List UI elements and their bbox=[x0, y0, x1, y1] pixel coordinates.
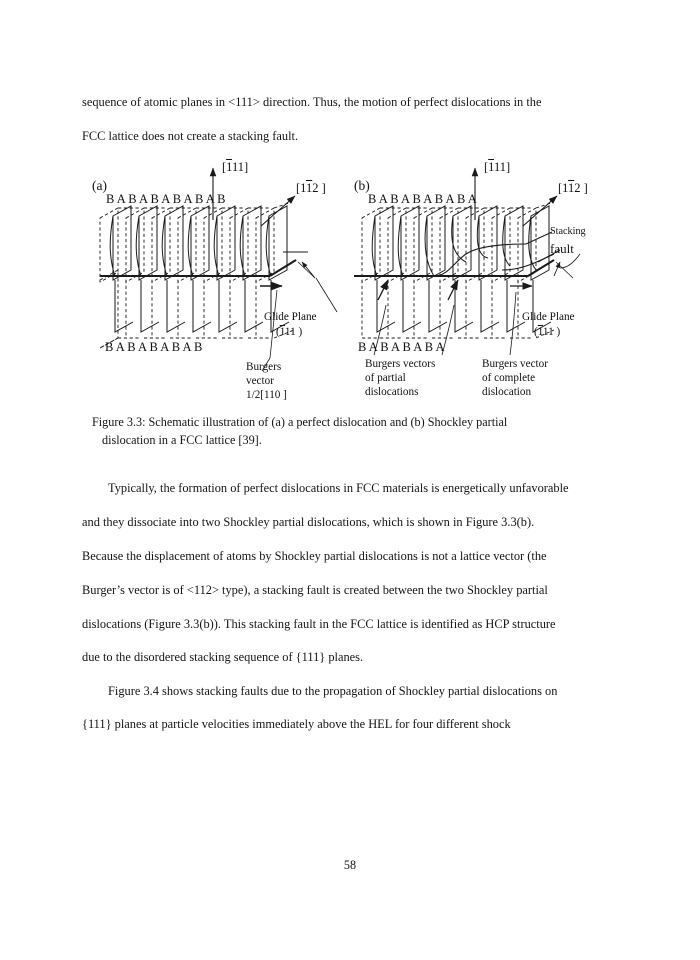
panel-b-stacking-fault-label-line1: Stacking bbox=[550, 226, 586, 237]
paren-open: ( bbox=[534, 326, 538, 338]
body-line: and they dissociate into two Shockley partial dislocations, which is shown in Figure 3.3(b). bbox=[82, 515, 535, 529]
panel-b-glide-plane-index bbox=[534, 326, 560, 339]
miller-rest: 11] bbox=[231, 160, 249, 174]
panel-a-tag: (a) bbox=[92, 178, 107, 193]
panel-a-top-stacking-sequence: B A B A B A B A B A B bbox=[106, 192, 226, 206]
panel-a-glide-plane-label: Glide Plane bbox=[264, 311, 317, 323]
panel-b-complete-burgers-line3: dislocation bbox=[482, 386, 532, 398]
panel-b-partial-burgers-line1: Burgers vectors bbox=[365, 358, 436, 370]
body-line: due to the disordered stacking sequence of {111} planes. bbox=[82, 650, 364, 664]
panel-a-bottom-stacking-sequence: B A B A B A B A B bbox=[105, 340, 203, 354]
figure-caption-line1: Figure 3.3: Schematic illustration of (a) a perfect dislocation and (b) Shockley partial bbox=[92, 415, 508, 429]
bracket-open: [ bbox=[222, 160, 227, 174]
bracket-open: [1 bbox=[296, 181, 306, 195]
figure-3-3 bbox=[82, 150, 618, 408]
bracket-open: [ bbox=[484, 160, 489, 174]
body-line: {111} planes at particle velocities immediately above the HEL for four different shock bbox=[82, 717, 511, 731]
miller-rest: 11 ) bbox=[542, 326, 561, 338]
panel-b-diagonal-direction-label bbox=[558, 181, 588, 196]
panel-b-top-stacking-sequence: B A B A B A B A B A bbox=[368, 192, 477, 206]
panel-b-partial-burgers-line3: dislocations bbox=[365, 386, 419, 398]
body-line: Because the displacement of atoms by Shockley partial dislocations is not a lattice vector (the bbox=[82, 549, 547, 563]
panel-b-partial-burgers-line2: of partial bbox=[365, 372, 406, 384]
overbar-digit: 1 bbox=[488, 160, 494, 174]
body-line: Burger’s vector is of <112> type), a stacking fault is created between the two Shockley partial bbox=[82, 583, 548, 597]
body-line: FCC lattice does not create a stacking fault. bbox=[82, 129, 299, 143]
body-line: Figure 3.4 shows stacking faults due to the propagation of Shockley partial dislocations on bbox=[108, 684, 558, 698]
panel-b-tag: (b) bbox=[354, 178, 370, 193]
overbar-digit: 1 bbox=[305, 181, 313, 195]
miller-rest: 11 ) bbox=[284, 326, 303, 338]
figure-caption-line2: dislocation in a FCC lattice [39]. bbox=[102, 432, 262, 447]
panel-a-diagonal-direction-label bbox=[296, 181, 326, 196]
panel-a-burgers-label-line2: vector bbox=[246, 375, 274, 387]
paren-open: ( bbox=[276, 326, 280, 338]
panel-b-stacking-fault-label-line2: fault bbox=[550, 241, 574, 256]
panel-b-complete-burgers-line1: Burgers vector bbox=[482, 358, 548, 370]
overbar-digit: 1 bbox=[226, 160, 232, 174]
overbar-digit: 1 bbox=[537, 326, 543, 338]
figure-caption bbox=[92, 414, 608, 449]
panel-a-glide-plane-index bbox=[276, 326, 302, 339]
panel-a-burgers-label-line3: 1/2[110 ] bbox=[246, 389, 287, 401]
overbar-digit: 1 bbox=[279, 326, 285, 338]
body-line: Typically, the formation of perfect dislocations in FCC materials is energetically unfavorable bbox=[108, 481, 569, 495]
overbar-digit: 1 bbox=[567, 181, 575, 195]
body-line: dislocations (Figure 3.3(b)). This stacking fault in the FCC lattice is identified as HCP structure bbox=[82, 617, 556, 631]
panel-a-burgers-label-line1: Burgers bbox=[246, 361, 282, 373]
panel-b-glide-plane-label: Glide Plane bbox=[522, 311, 575, 323]
miller-rest: 2 ] bbox=[574, 181, 588, 195]
miller-rest: 2 ] bbox=[312, 181, 326, 195]
miller-rest: 11] bbox=[493, 160, 511, 174]
panel-b-complete-burgers-line2: of complete bbox=[482, 372, 536, 384]
page-number: 58 bbox=[343, 858, 357, 872]
bracket-open: [1 bbox=[558, 181, 568, 195]
panel-b-vertical-direction-label bbox=[484, 160, 510, 175]
panel-b-bottom-stacking-sequence: B A B A B A B A bbox=[358, 340, 445, 354]
panel-a-vertical-direction-label bbox=[222, 160, 248, 175]
body-line: sequence of atomic planes in <111> direction. Thus, the motion of perfect dislocations in the bbox=[82, 95, 542, 109]
